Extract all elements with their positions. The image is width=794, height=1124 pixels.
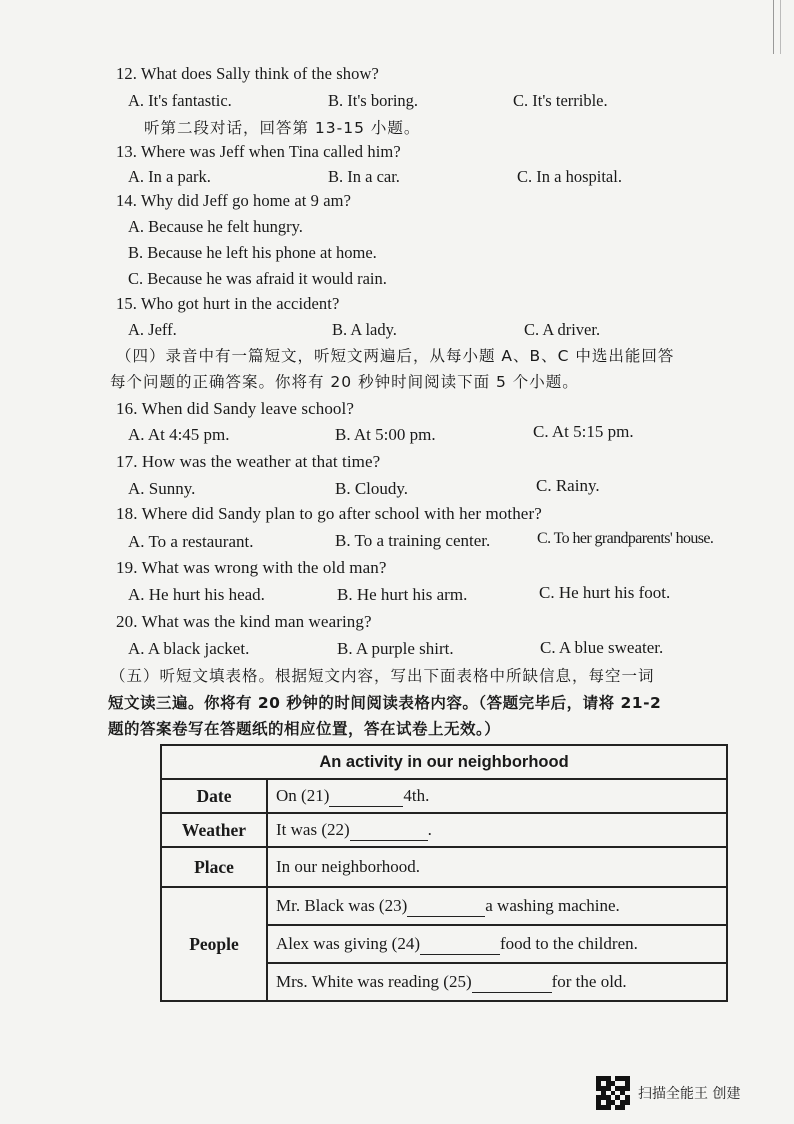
date-text-before: On (21) [276,785,330,805]
weather-text-before: It was (22) [276,819,350,839]
blank-25[interactable] [472,972,552,993]
row-value-people-1 [267,887,727,925]
row-label-place: Place [161,847,267,887]
question-13-option-b: B. In a car. [328,167,400,186]
question-18-option-a: A. To a restaurant. [128,532,254,551]
question-12-stem: 12. What does Sally think of the show? [116,64,379,83]
row-value-people-3 [267,963,727,1001]
question-14-stem: 14. Why did Jeff go home at 9 am? [116,191,352,210]
question-16-option-b: B. At 5:00 pm. [335,425,436,444]
question-12-option-b: B. It's boring. [328,91,419,110]
section-5-instruction-line-3: 题的答案卷写在答题纸的相应位置，答在试卷上无效。） [108,720,501,738]
table-row [161,847,727,887]
activity-table [160,744,728,1002]
people-1-text-after: a washing machine. [485,895,620,915]
question-20-option-c: C. A blue sweater. [540,638,664,657]
table-row [161,887,727,925]
row-value-place [267,847,727,887]
question-15-option-c: C. A driver. [524,320,601,339]
section-4-instruction-line-1: （四）录音中有一篇短文，听短文两遍后，从每小题 A、B、C 中选出能回答 [116,347,675,365]
dialogue-2-instruction: 听第二段对话，回答第 13-15 小题。 [144,119,421,137]
question-19-option-c: C. He hurt his foot. [539,583,671,602]
question-16-stem: 16. When did Sandy leave school? [116,399,354,418]
question-12-option-a: A. It's fantastic. [128,91,232,110]
question-16-option-c: C. At 5:15 pm. [533,422,634,441]
section-5-instruction-line-2: 短文读三遍。你将有 20 秒钟的时间阅读表格内容。（答题完毕后，请将 21-2 [108,694,662,712]
qr-code-icon [596,1076,630,1110]
question-20-option-b: B. A purple shirt. [337,639,454,658]
question-14-option-b: B. Because he left his phone at home. [128,243,377,262]
row-label-people: People [161,887,267,1001]
question-12-option-c: C. It's terrible. [513,91,608,110]
blank-21[interactable] [329,786,403,807]
blank-23[interactable] [407,896,485,917]
row-value-date [267,779,727,813]
date-text-after: 4th. [403,785,430,805]
watermark-text: 扫描全能王 创建 [638,1086,741,1102]
question-19-option-b: B. He hurt his arm. [337,585,468,604]
place-text: In our neighborhood. [276,857,421,876]
question-18-stem: 18. Where did Sandy plan to go after school with her mother? [116,504,542,523]
people-3-text-after: for the old. [551,971,627,991]
question-13-option-a: A. In a park. [128,167,211,186]
blank-22[interactable] [350,820,428,841]
question-17-option-c: C. Rainy. [536,476,600,495]
question-19-option-a: A. He hurt his head. [128,585,265,604]
question-18-option-b: B. To a training center. [335,531,491,550]
question-20-option-a: A. A black jacket. [128,639,250,658]
question-17-option-b: B. Cloudy. [335,479,409,498]
question-20-stem: 20. What was the kind man wearing? [116,612,372,631]
row-label-weather: Weather [161,813,267,847]
question-14-option-a: A. Because he felt hungry. [128,217,303,236]
people-2-text-after: food to the children. [500,933,638,953]
section-5-instruction-line-1: （五）听短文填表格。根据短文内容，写出下面表格中所缺信息，每空一词 [110,667,655,685]
question-14-option-c: C. Because he was afraid it would rain. [128,269,387,288]
scanner-watermark [596,1076,740,1110]
question-16-option-a: A. At 4:45 pm. [128,425,230,444]
question-19-stem: 19. What was wrong with the old man? [116,558,387,577]
table-title: An activity in our neighborhood [161,745,727,779]
row-label-date: Date [161,779,267,813]
section-4-instruction-line-2: 每个问题的正确答案。你将有 20 秒钟时间阅读下面 5 个小题。 [110,373,579,391]
blank-24[interactable] [420,934,500,955]
question-13-stem: 13. Where was Jeff when Tina called him? [116,142,401,161]
question-13-option-c: C. In a hospital. [517,167,622,186]
table-row [161,813,727,847]
table-row [161,779,727,813]
question-18-option-c: C. To her grandparents' house. [537,530,714,547]
weather-text-after: . [427,819,432,839]
people-2-text-before: Alex was giving (24) [276,933,421,953]
row-value-weather [267,813,727,847]
people-1-text-before: Mr. Black was (23) [276,895,408,915]
question-15-stem: 15. Who got hurt in the accident? [116,294,340,313]
question-17-stem: 17. How was the weather at that time? [116,452,381,471]
question-17-option-a: A. Sunny. [128,479,196,498]
page-margin-mark [773,0,781,54]
row-value-people-2 [267,925,727,963]
question-15-option-b: B. A lady. [332,320,397,339]
people-3-text-before: Mrs. White was reading (25) [276,971,472,991]
question-15-option-a: A. Jeff. [128,320,177,339]
